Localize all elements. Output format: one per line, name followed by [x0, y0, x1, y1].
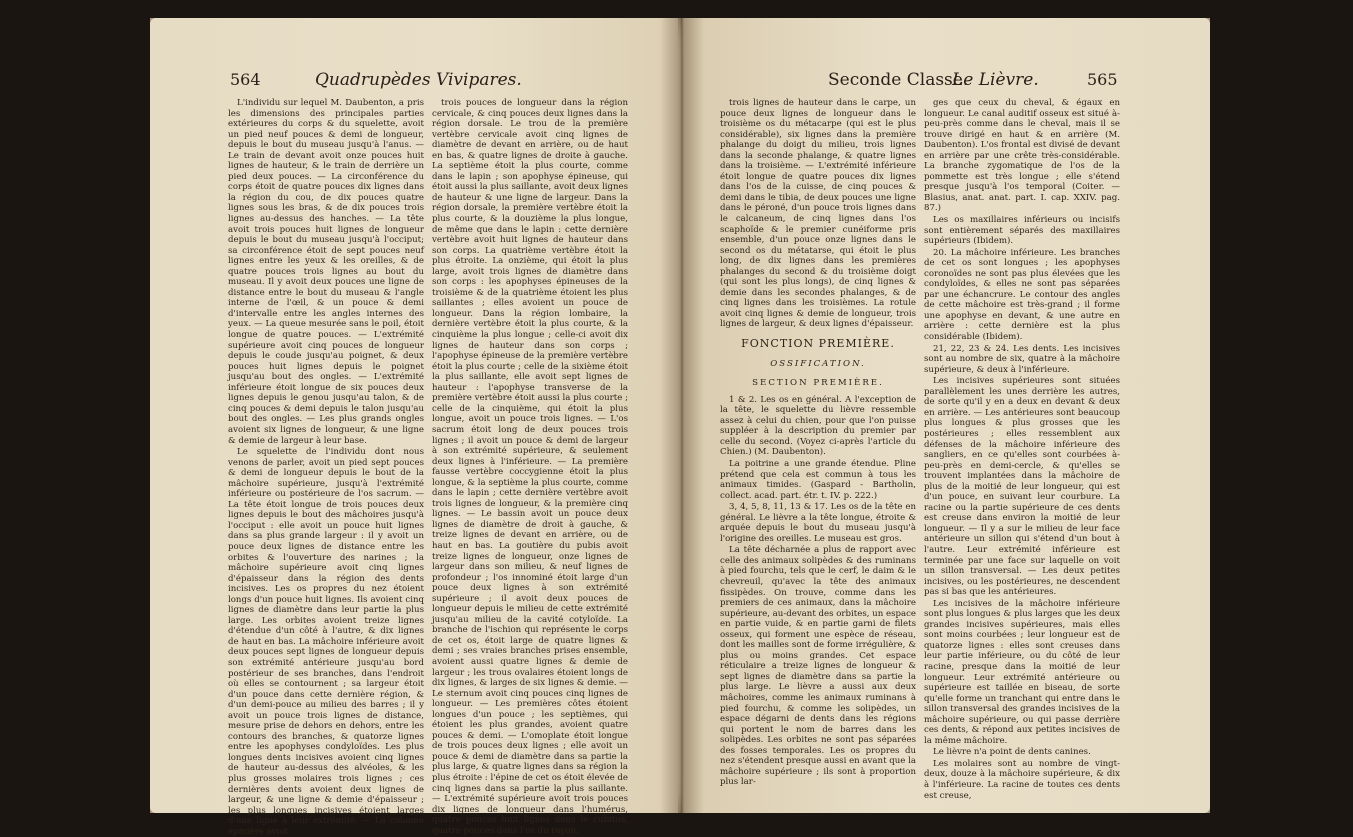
paragraph: 21, 22, 23 & 24. Les dents. Les incisives sont au nombre de six, quatre à la mâchoire supérieure, & deux à l'inférieure. — [924, 343, 1120, 375]
subsection-heading: SECTION PREMIÈRE. — [752, 378, 884, 389]
left-column-2 — [432, 98, 628, 836]
paragraph: trois lignes de hauteur dans le carpe, un pouce deux lignes de longueur dans le troisième os du métacarpe (qui est le plus considérable), six lignes dans la première phalange du doigt du milieu, trois lignes dans la seconde phalange, & quatre lignes dans la troisième. — L'extrémité inférieure étoit longue de quatre pouces dix lignes dans l'os de la cuisse, de cinq pouces & demi dans le tibia, de deux pouces une ligne dans le péroné, d'un pouce trois lignes dans le calcaneum, de cinq lignes dans l'os scaphoïde & le premier cunéiforme pris ensemble, d'un pouce onze lignes dans le second os du métatarse, qui étoit le plus long, de dix lignes dans les premières phalanges du second & du troisième doigt (qui sont les plus longs), de cinq lignes & demie dans les secondes phalanges, & de cinq lignes dans les troisièmes. La rotule avoit cinq lignes & demie de longueur, trois lignes de largeur, & deux lignes d'épaisseur. — [720, 98, 916, 330]
left-page — [150, 18, 678, 837]
paragraph: Le lièvre n'a point de dents canines. — [933, 747, 1091, 758]
paragraph: L'individu sur lequel M. Daubenton, a pris les dimensions des principales parties extérieures du corps & du squelette, avoit un pied neuf pouces & demi de longueur, depuis le bout du museau jusqu'à l'anus. — Le train de devant avoit onze pouces huit lignes de hauteur, & le train de derrière un pied deux pouces. — La circonférence du corps étoit de quatre pouces dix lignes dans la région du cou, de dix pouces quatre lignes sous les bras, & de dix pouces trois lignes au-dessus des hanches. — La tête avoit trois pouces huit lignes de longueur depuis le bout du museau jusqu'à l'occiput; sa circonférence étoit de sept pouces neuf lignes entre les yeux & les oreilles, & de quatre pouces trois lignes au bout du museau. Il y avoit deux pouces une ligne de distance entre le bout du museau & l'angle interne de l'œil, & un pouce & demi d'intervalle entre les angles internes des yeux. — La queue mesurée sans le poil, étoit longue de quatre pouces. — L'extrémité supérieure avoit cinq pouces de longueur depuis le coude jusqu'au poignet, & deux pouces huit lignes depuis le poignet jusqu'au bout des ongles. — L'extrémité inférieure étoit longue de six pouces deux lignes depuis le genou jusqu'au talon, & de cinq pouces & demi depuis le talon jusqu'au bout des ongles. — Les plus grands ongles avoient six lignes de longueur, & une ligne & demie de largeur à leur base. — [228, 98, 424, 446]
paragraph: Le squelette de l'individu dont nous venons de parler, avoit un pied sept pouces & demi de longueur depuis le bout de la mâchoire supérieure, jusqu'à l'extrémité inférieure ou postérieure de l'os sacrum. — La tête étoit longue de trois pouces deux lignes depuis le bout des mâchoires jusqu'à l'occiput : elle avoit un pouce huit lignes dans sa plus grande largeur : il y avoit un pouce deux lignes de distance entre les orbites & l'ouverture des narines ; la mâchoire supérieure avoit cinq lignes d'épaisseur dans la région des dents incisives. Les os propres du nez étoient longs d'un pouce huit lignes. Ils avoient cinq lignes de diamètre dans leur partie la plus large. Les orbites avoient treize lignes d'étendue d'un côté à l'autre, & dix lignes de haut en bas. La mâchoire inférieure avoit deux pouces sept lignes de longueur depuis son extrémité antérieure jusqu'au bord postérieur de ses branches, dans l'endroit où elles se contournent ; sa largeur étoit d'un pouce dans cette dernière région, & d'un demi-pouce au milieu des barres ; il y avoit un pouce trois lignes de distance, mesure prise de dehors en dehors, entre les contours des branches, & quatorze lignes entre les apophyses condyloïdes. Les plus longues dents incisives avoient cinq lignes de hauteur au-dessus des alvéoles, & les plus grosses molaires trois lignes ; ces dernières dents avoient deux lignes de largeur, & une ligne & demie d'épaisseur ; les plus longues incisives étoient larges d'une ligne à leur extrémité. — La colonne épinière avoit — [228, 447, 424, 837]
paragraph: Les incisives supérieures sont situées parallèlement les unes derrière les autres, de sorte qu'il y en a deux en devant & deux en arrière. — Les antérieures sont beaucoup plus longues & plus grosses que les postérieures ; elles ressemblent aux défenses de la mâchoire inférieure des sangliers, en ce qu'elles sont courbées à-peu-près en demi-cercle, & qu'elles se trouvent implantées dans la mâchoire de plus de la moitié de leur longueur, qui est d'un pouce, en suivant leur courbure. La racine ou la partie supérieure de ces dents est creuse dans environ la moitié de leur longueur. — Il y a sur le milieu de leur face antérieure un sillon qui s'étend d'un bout à l'autre. Leur extrémité inférieure est terminée par une face sur laquelle on voit un sillon transversal. — Les deux petites incisives, ou les postérieures, ne descendent pas si bas que les antérieures. — [924, 376, 1120, 598]
right-running-title-plain: Seconde Classe. — [828, 70, 969, 90]
subsection-heading: OSSIFICATION. — [770, 358, 866, 369]
right-running-title-italic: Le Lièvre. — [952, 70, 1039, 90]
open-book — [150, 18, 1210, 837]
paragraph: 1 & 2. Les os en général. A l'exception de la tête, le squelette du lièvre ressemble assez à celui du chien, pour que l'on puisse suppléer à la description du premier par celle du second. (Voyez ci-après l'article du Chien.) (M. Daubenton). — [720, 394, 916, 458]
paragraph: 20. La mâchoire inférieure. Les branches de cet os sont longues ; les apophyses coronoïdes ne sont pas plus élevées que les condyloïdes, & elles ne sont pas séparées par une échancrure. Le contour des angles de cette mâchoire est très-grand ; il forme une apophyse en devant, & une autre en arrière : cette dernière est la plus considérable (Ibidem). — [924, 247, 1120, 343]
right-column-2 — [924, 98, 1120, 801]
left-column-1 — [228, 98, 424, 837]
paragraph: La poitrine a une grande étendue. Pline prétend que cela est commun à tous les animaux timides. (Gaspard - Bartholin, collect. acad. part. étr. t. IV. p. 222.) — [720, 458, 916, 501]
right-page-header — [682, 70, 1210, 96]
paragraph: Les os maxillaires inférieurs ou incisifs sont entièrement séparés des maxillaires supérieurs (Ibidem). — [924, 215, 1120, 247]
section-heading: FONCTION PREMIÈRE. — [741, 337, 895, 351]
left-running-title: Quadrupèdes Vivipares. — [315, 70, 522, 90]
right-page — [682, 18, 1210, 813]
paragraph: ges que ceux du cheval, & égaux en longueur. Le canal auditif osseux est situé à-peu-près comme dans le cheval, mais il se trouve dirigé en haut & en arrière (M. Daubenton). L'os frontal est divisé de devant en arrière par une crête très-considérable. La branche zygomatique de l'os de la pommette est très longue ; elle s'étend presque jusqu'à l'os temporal (Coiter. — Blasius, anat. anat. part. I. cap. XXIV. pag. 87.) — [924, 98, 1120, 214]
paragraph: Les incisives de la mâchoire inférieure sont plus longues & plus larges que les deux grandes incisives supérieures, mais elles sont moins courbées ; leur longueur est de quatorze lignes : elles sont creuses dans leur partie inférieure, ou du côté de leur racine, presque dans la moitié de leur longueur. Leur extrémité antérieure ou supérieure est taillée en biseau, de sorte qu'elle forme un tranchant qui entre dans le sillon transversal des grandes incisives de la mâchoire supérieure, ou qui passe derrière ces dents, & répond aux petites incisives de la même mâchoire. — [924, 598, 1120, 746]
paragraph: trois pouces de longueur dans la région cervicale, & cinq pouces deux lignes dans la région dorsale. Le trou de la première vertèbre cervicale avoit cinq lignes de diamètre de devant en arrière, ou de haut en bas, & quatre lignes de droite à gauche. La septième étoit la plus courte, comme dans le lapin ; son apophyse épineuse, qui étoit aussi la plus saillante, avoit deux lignes de hauteur & une ligne de largeur. Dans la région dorsale, la première vertèbre étoit la plus courte, & la douzième la plus longue, de même que dans le lapin : cette dernière vertèbre avoit huit lignes de hauteur dans son corps. La quatrième vertèbre étoit la plus étroite. La onzième, qui étoit la plus large, avoit trois lignes de diamètre dans son corps : les apophyses épineuses de la troisième & de la quatrième étoient les plus saillantes ; elles avoient un pouce de longueur. Dans la région lombaire, la dernière vertèbre étoit la plus courte, & la cinquième la plus longue ; celle-ci avoit dix lignes de hauteur dans son corps ; l'apophyse épineuse de la première vertèbre étoit la plus courte ; celle de la sixième étoit la plus saillante, elle avoit sept lignes de hauteur : l'apophyse transverse de la première vertèbre étoit aussi la plus courte ; celle de la cinquième, qui étoit la plus longue, avoit un pouce trois lignes. — L'os sacrum étoit long de deux pouces trois lignes ; il avoit un pouce & demi de largeur à son extrémité supérieure, & seulement deux lignes à l'inférieure. — La première fausse vertèbre coccygienne étoit la plus longue, & la septième la plus courte, comme dans le lapin ; cette dernière vertèbre avoit trois lignes de longueur, & la première cinq lignes. — Le bassin avoit un pouce deux lignes de diamètre de droit à gauche, & treize lignes de devant en arrière, ou de haut en bas. La goutière du pubis avoit treize lignes de longueur, onze lignes de largeur dans son milieu, & neuf lignes de profondeur ; l'os innominé étoit large d'un pouce deux lignes à son extrémité supérieure ; il avoit deux pouces de longueur depuis le milieu de cette extrémité jusqu'au milieu de la cavité cotyloïde. La branche de l'ischion qui représente le corps de cet os, étoit large de quatre lignes & demi ; ses vraies branches prises ensemble, avoient aussi quatre lignes & demie de largeur ; les trous ovalaires étoient longs de dix lignes, & larges de six lignes & demie. — Le sternum avoit cinq pouces cinq lignes de longueur. — Les premières côtes étoient longues d'un pouce ; les septièmes, qui étoient les plus grandes, avoient quatre pouces & demi. — L'omoplate étoit longue de trois pouces deux lignes ; elle avoit un pouce & demi de diamètre dans sa partie la plus large, & quatre lignes dans sa région la plus étroite : l'épine de cet os étoit élevée de cinq lignes dans sa partie la plus saillante. — L'extrémité supérieure avoit trois pouces dix lignes de longueur dans l'humérus, quatre pouces huit lignes dans le cubitus, quatre pouces dans l'os du rayon, — [432, 98, 628, 836]
left-page-header — [150, 70, 678, 96]
paragraph: La tête décharnée a plus de rapport avec celle des animaux solipèdes & des ruminans à pied fourchu, tels que le cerf, le daim & le chevreuil, qu'avec la tête des animaux fissipèdes. On trouve, comme dans les premiers de ces animaux, dans la mâchoire supérieure, au-devant des orbites, un espace en partie vuide, & en partie garni de filets osseux, qui forment une espèce de réseau, dont les mailles sont de forme irrégulière, & plus ou moins grandes. Cet espace réticulaire a treize lignes de longueur & sept lignes de diamètre dans sa partie la plus large. Le lièvre a aussi aux deux mâchoires, comme les animaux ruminans à pied fourchu, & comme les solipèdes, un espace dégarni de dents dans les régions qui portent le nom de barres dans les solipèdes. Les orbites ne sont pas séparées des fosses temporales. Les os propres du nez s'étendent presque aussi en avant que la mâchoire supérieure ; ils sont à proportion plus lar- — [720, 545, 917, 788]
left-page-number: 564 — [230, 70, 261, 89]
right-column-1 — [720, 98, 916, 798]
right-page-number: 565 — [1087, 70, 1118, 89]
paragraph: 3, 4, 5, 8, 11, 13 & 17. Les os de la tête en général. Le lièvre a la tête longue, étroite & arquée depuis le bout du museau jusqu'à l'origine des oreilles. Le museau est gros. — [720, 502, 916, 544]
paragraph: Les molaires sont au nombre de vingt-deux, douze à la mâchoire supérieure, & dix à l'inférieure. La racine de toutes ces dents est creuse, — [924, 758, 1120, 801]
